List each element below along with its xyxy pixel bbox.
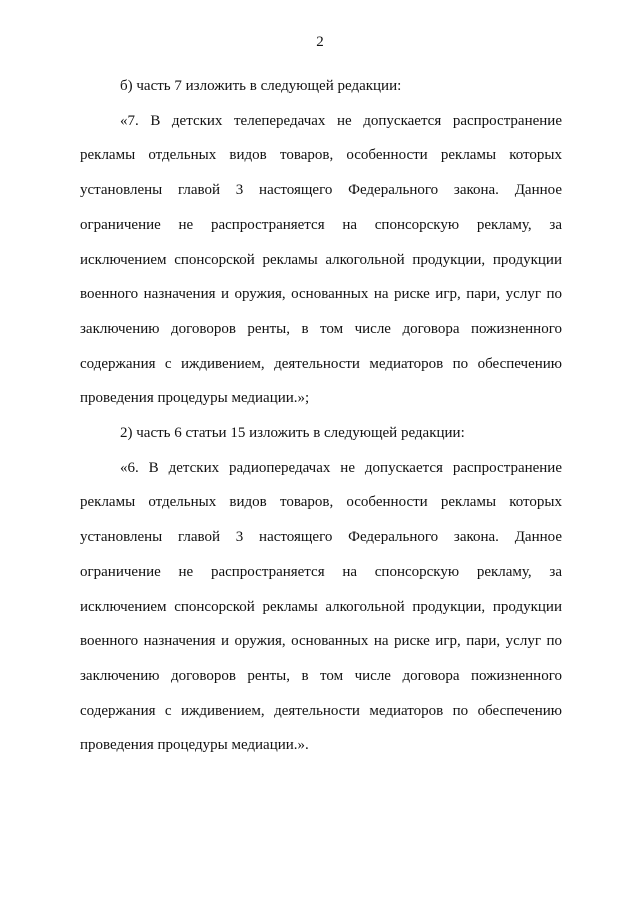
paragraph-item-b-heading: б) часть 7 изложить в следующей редакции: — [120, 78, 402, 94]
page-number: 2 — [316, 34, 324, 50]
paragraph-item-2-heading: 2) часть 6 статьи 15 изложить в следующей редакции: — [120, 425, 465, 442]
paragraph-part-6-text: «6. В детских радиопередачах не допускается распространение рекламы отдельных видов товаров, особенности рекламы которых установлены главой 3 настоящего Федерального закона. Данное ограничение не распространяется на спонсорскую рекламу, за исключением спонсорской рекламы алкогольной продукции, продукции военного назначения и оружия, основанных на риске игр, пари, услуг по заключению договоров ренты, в том числе договора пожизненного содержания с иждивением, деятельности медиаторов по обеспечению проведения процедуры медиации.». — [80, 459, 562, 754]
document-body — [80, 69, 562, 763]
paragraph-part-7-text: «7. В детских телепередачах не допускается распространение рекламы отдельных видов товаров, особенности рекламы которых установлены главой 3 настоящего Федерального закона. Данное ограничение не распространяется на спонсорскую рекламу, за исключением спонсорской рекламы алкогольной продукции, продукции военного назначения и оружия, основанных на риске игр, пари, услуг по заключению договоров ренты, в том числе договора пожизненного содержания с иждивением, деятельности медиаторов по обеспечению проведения процедуры медиации.»; — [80, 112, 562, 407]
